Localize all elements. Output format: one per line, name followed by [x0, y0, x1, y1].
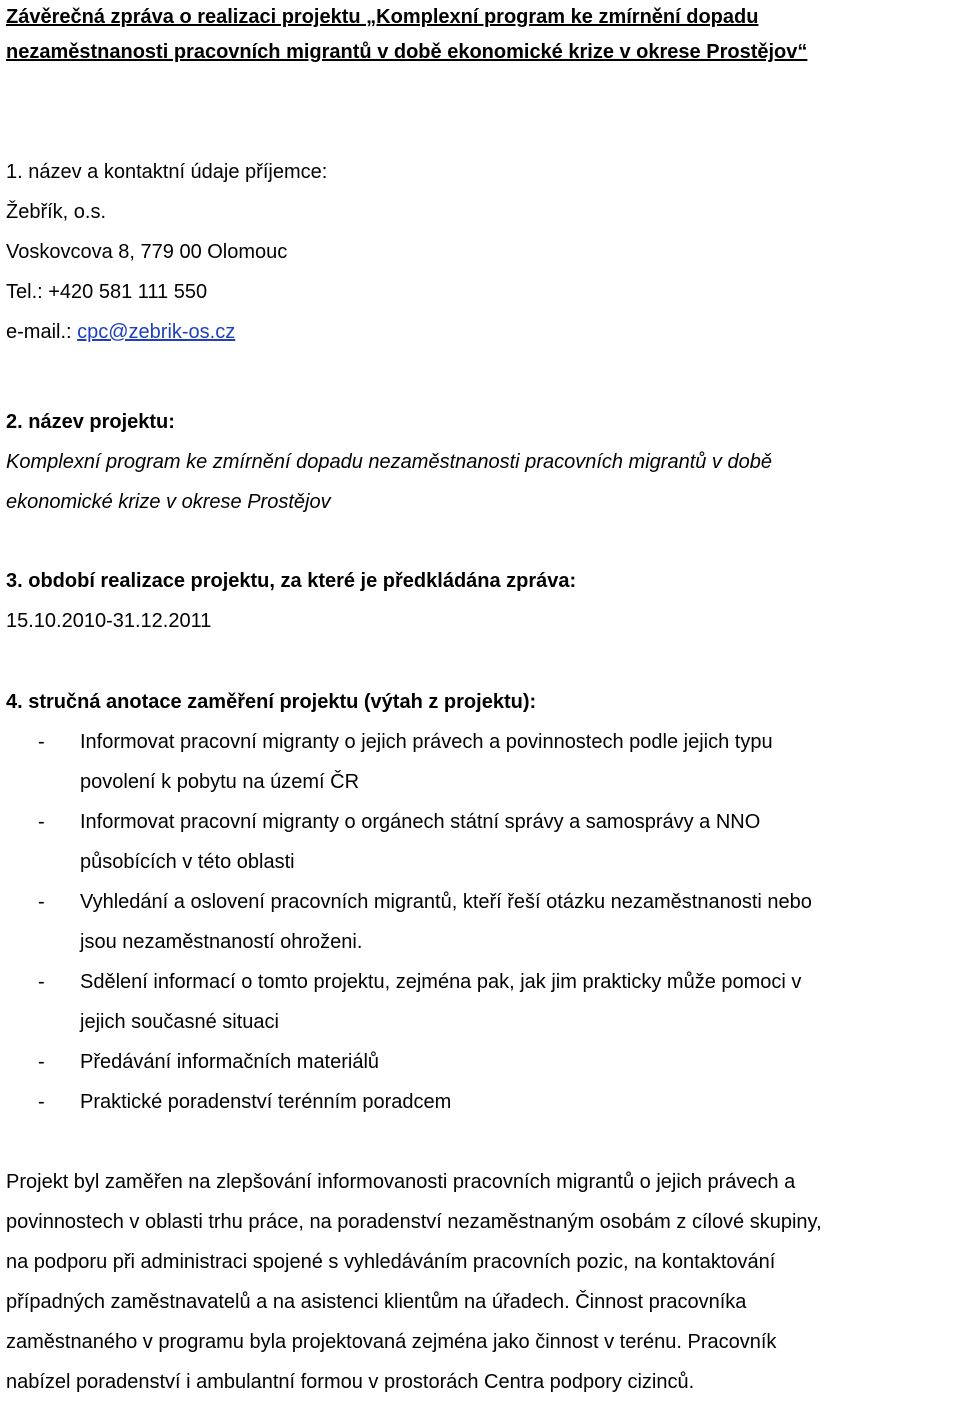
title-line-1: Závěrečná zpráva o realizaci projektu „Komplexní program ke zmírnění dopadu: [6, 6, 759, 28]
list-item: [6, 962, 956, 1042]
section-period: [6, 561, 956, 641]
recipient-address: Voskovcova 8, 779 00 Olomouc: [6, 241, 288, 263]
bullet-line-1: Vyhledání a oslovení pracovních migrantů, kteří řeší otázku nezaměstnanosti nebo: [80, 891, 812, 913]
paragraph-line: zaměstnaného v programu byla projektovaná zejména jako činnost v terénu. Pracovník: [6, 1331, 777, 1353]
bullet-dash: -: [38, 811, 45, 833]
bullet-line-1: Informovat pracovní migranty o orgánech státní správy a samosprávy a NNO: [80, 811, 761, 833]
email-link[interactable]: cpc@zebrik-os.cz: [77, 321, 236, 343]
bullet-line-1: Informovat pracovní migranty o jejich právech a povinnostech podle jejich typu: [80, 731, 773, 753]
section-3-heading: 3. období realizace projektu, za které je předkládána zpráva:: [6, 570, 577, 592]
recipient-name: Žebřík, o.s.: [6, 201, 107, 223]
email-label: e-mail.:: [6, 321, 78, 343]
bullet-line-1: Praktické poradenství terénním poradcem: [80, 1091, 452, 1113]
document-title: [6, 0, 956, 70]
paragraph-line: nabízel poradenství i ambulantní formou v prostorách Centra podpory cizinců.: [6, 1371, 695, 1393]
project-name-line-2: ekonomické krize v okrese Prostějov: [6, 491, 331, 513]
section-recipient: [6, 152, 956, 352]
bullet-line-2: povolení k pobytu na území ČR: [80, 771, 360, 793]
bullet-line-1: Předávání informačních materiálů: [80, 1051, 380, 1073]
section-1-heading-colon: :: [321, 161, 328, 183]
bullet-line-2: jsou nezaměstnaností ohroženi.: [80, 931, 363, 953]
list-item: [6, 802, 956, 882]
title-line-2: nezaměstnanosti pracovních migrantů v době ekonomické krize v okrese Prostějov“: [6, 41, 808, 63]
project-period: 15.10.2010-31.12.2011: [6, 610, 212, 632]
bullet-dash: -: [38, 1051, 45, 1073]
annotation-bullet-list: [6, 722, 956, 1122]
recipient-email: [6, 312, 956, 352]
section-4-heading: 4. stručná anotace zaměření projektu (výtah z projektu):: [6, 691, 537, 713]
project-name-line-1: Komplexní program ke zmírnění dopadu nezaměstnanosti pracovních migrantů v době: [6, 451, 772, 473]
list-item: [6, 882, 956, 962]
section-annotation: [6, 682, 956, 722]
bullet-line-2: jejich současné situaci: [80, 1011, 279, 1033]
paragraph-line: povinnostech v oblasti trhu práce, na poradenství nezaměstnaným osobám z cílové skupiny,: [6, 1211, 822, 1233]
paragraph-line: případných zaměstnavatelů a na asistenci klientům na úřadech. Činnost pracovníka: [6, 1291, 747, 1313]
bullet-dash: -: [38, 731, 45, 753]
list-item: [6, 1042, 956, 1082]
paragraph-line: Projekt byl zaměřen na zlepšování informovanosti pracovních migrantů o jejich právech a: [6, 1171, 796, 1193]
section-2-heading: 2. název projektu:: [6, 411, 175, 433]
section-1-heading-text: 1. název a kontaktní údaje příjemce: [6, 161, 322, 183]
section-1-heading: [6, 152, 956, 192]
bullet-dash: -: [38, 971, 45, 993]
section-project-name: [6, 402, 956, 522]
list-item: [6, 1082, 956, 1122]
bullet-line-2: působících v této oblasti: [80, 851, 295, 873]
recipient-phone: Tel.: +420 581 111 550: [6, 281, 208, 303]
project-description-paragraph: [6, 1162, 956, 1402]
bullet-dash: -: [38, 1091, 45, 1113]
list-item: [6, 722, 956, 802]
bullet-line-1: Sdělení informací o tomto projektu, zejména pak, jak jim prakticky může pomoci v: [80, 971, 802, 993]
paragraph-line: na podporu při administraci spojené s vyhledáváním pracovních pozic, na kontaktování: [6, 1251, 776, 1273]
bullet-dash: -: [38, 891, 45, 913]
